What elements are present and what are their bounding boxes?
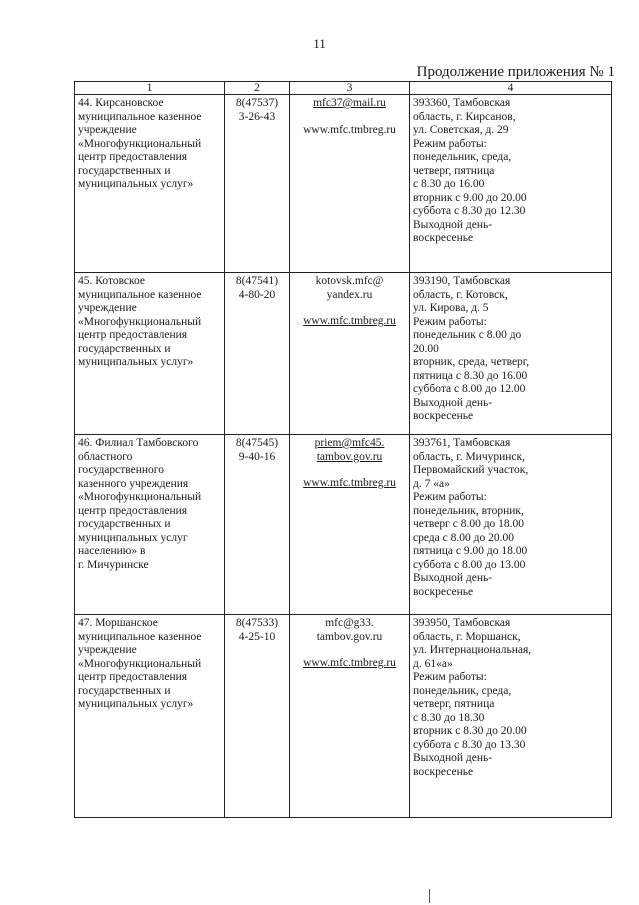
table-row	[75, 273, 612, 435]
phone: 8(47545) 9-40-16	[235, 437, 279, 463]
address-cell	[410, 95, 612, 273]
column-header-3: 3	[290, 82, 410, 95]
address-cell	[410, 435, 612, 615]
address-cell	[410, 615, 612, 818]
scan-mark	[429, 889, 430, 903]
phone-cell	[225, 95, 290, 273]
website-link[interactable]: www.mfc.tmbreg.ru	[303, 315, 396, 327]
contacts-cell	[290, 95, 410, 273]
website-link[interactable]: www.mfc.tmbreg.ru	[303, 657, 396, 669]
office-name-cell	[75, 273, 225, 435]
office-name: 47. Моршанское муниципальное казенное учреждение «Многофункциональный центр предоставления государственных и муниципальных услуг»	[78, 617, 202, 710]
mfc-table	[74, 81, 612, 818]
column-header-4: 4	[410, 82, 612, 95]
phone-cell	[225, 435, 290, 615]
email-link[interactable]: mfc37@mail.ru	[313, 97, 386, 109]
office-name-cell	[75, 615, 225, 818]
address-schedule: 393360, Тамбовская область, г. Кирсанов, ул. Советская, д. 29 Режим работы: понедельник, среда, четверг, пятница с 8.30 до 16.00 вторник с 9.00 до 20.00 суббота с 8.30 до 12.30 Выходной день- воскресенье	[413, 97, 527, 244]
column-header-2: 2	[225, 82, 290, 95]
phone: 8(47533) 4-25-10	[235, 617, 279, 643]
page-number: 11	[313, 36, 326, 51]
email-link[interactable]: mfc@g33. tambov.gov.ru	[316, 617, 383, 643]
office-name: 46. Филиал Тамбовского областного государственного казенного учреждения «Многофункциональный центр предоставления государственных и муниципальных услуг населению» в г. Мичуринске	[78, 437, 202, 571]
office-name: 45. Котовское муниципальное казенное учреждение «Многофункциональный центр предоставления государственных и муниципальных услуг»	[78, 275, 202, 368]
office-name: 44. Кирсановское муниципальное казенное учреждение «Многофункциональный центр предоставления государственных и муниципальных услуг»	[78, 97, 202, 190]
table-header-row	[75, 82, 612, 95]
phone: 8(47541) 4-80-20	[235, 275, 279, 301]
table-row	[75, 615, 612, 818]
phone-cell	[225, 273, 290, 435]
email-link[interactable]: priem@mfc45. tambov.gov.ru	[314, 437, 385, 463]
contacts-cell	[290, 273, 410, 435]
contacts-cell	[290, 615, 410, 818]
table-row	[75, 435, 612, 615]
website-link[interactable]: www.mfc.tmbreg.ru	[303, 477, 396, 489]
email-link[interactable]: kotovsk.mfc@ yandex.ru	[315, 275, 384, 301]
continuation-title: Продолжение приложения № 1	[416, 64, 615, 80]
contacts-cell	[290, 435, 410, 615]
address-schedule: 393761, Тамбовская область, г. Мичуринск, Первомайский участок, д. 7 «а» Режим работы: понедельник, вторник, четверг с 8.00 до 18.00 среда с 8.00 до 20.00 пятница с 9.00 до 18.00 суббота с 8.00 до 13.00 Выходной день- воскресенье	[413, 437, 529, 598]
address-cell	[410, 273, 612, 435]
office-name-cell	[75, 435, 225, 615]
table-row	[75, 95, 612, 273]
office-name-cell	[75, 95, 225, 273]
phone: 8(47537) 3-26-43	[235, 97, 279, 123]
address-schedule: 393190, Тамбовская область, г. Котовск, ул. Кирова, д. 5 Режим работы: понедельник с 8.00 до 20.00 вторник, среда, четверг, пятница с 8.30 до 16.00 суббота с 8.00 до 12.00 Выходной день- воскресенье	[413, 275, 530, 422]
phone-cell	[225, 615, 290, 818]
address-schedule: 393950, Тамбовская область, г. Моршанск, ул. Интернациональная, д. 61«а» Режим работы: понедельник, среда, четверг, пятница с 8.30 до 18.30 вторник с 8.30 до 20.00 суббота с 8.30 до 13.30 Выходной день- воскресенье	[413, 617, 532, 778]
website-link[interactable]: www.mfc.tmbreg.ru	[303, 123, 396, 136]
column-header-1: 1	[75, 82, 225, 95]
